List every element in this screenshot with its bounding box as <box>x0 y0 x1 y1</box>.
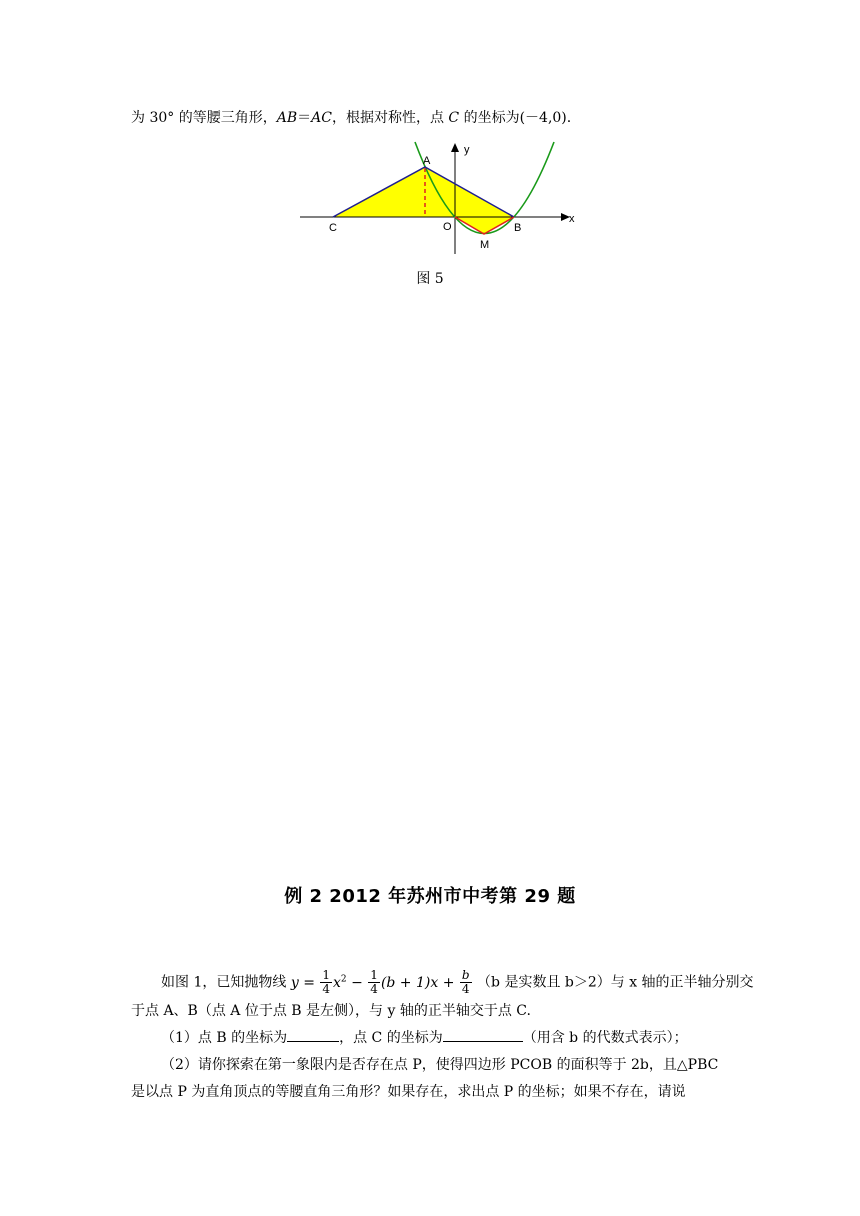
segment-ac: AC <box>311 110 332 126</box>
point-c-ref: C <box>448 110 460 126</box>
answer-blank-c[interactable] <box>443 1029 523 1042</box>
formula-x: x <box>333 974 341 991</box>
question-2-line1: （2）请你探索在第一象限内是否存在点 P，使得四边形 PCOB 的面积等于 2b，且△PBC <box>161 1057 719 1073</box>
label-a: A <box>423 155 431 167</box>
text-segment: 为 30° 的等腰三角形， <box>131 110 277 126</box>
label-x: x <box>569 213 575 225</box>
text-line-top <box>131 108 571 128</box>
fraction-denominator: 4 <box>322 982 331 997</box>
text-segment: ，点 C 的坐标为 <box>339 1030 443 1046</box>
parabola-formula <box>290 968 477 997</box>
label-y: y <box>464 144 470 156</box>
text-segment: （1）点 B 的坐标为 <box>161 1030 288 1046</box>
formula-exponent: 2 <box>340 974 347 984</box>
fraction-1-4 <box>320 969 332 996</box>
text-segment: 如图 1，已知抛物线 <box>161 974 287 991</box>
problem-intro-line2: 于点 A、B（点 A 位于点 B 是左侧），与 y 轴的正半轴交于点 C. <box>131 1003 531 1019</box>
problem-intro-line1 <box>161 969 754 996</box>
answer-blank-b[interactable] <box>287 1029 339 1042</box>
triangle-fill <box>333 167 514 217</box>
fraction-numerator: b <box>461 968 470 983</box>
formula-minus: − <box>351 974 363 991</box>
fraction-numerator: 1 <box>322 968 331 983</box>
question-1 <box>161 1028 688 1048</box>
segment-ab: AB <box>276 110 298 126</box>
text-segment: （用含 b 的代数式表示）； <box>522 1030 688 1046</box>
formula-y: y <box>290 974 299 991</box>
text-segment: ，根据对称性，点 <box>331 110 444 126</box>
label-c: C <box>329 222 337 234</box>
fraction-denominator: 4 <box>461 982 470 997</box>
fraction-numerator: 1 <box>370 968 378 983</box>
fraction-b-4 <box>460 969 472 996</box>
question-2-line2: 是以点 P 为直角顶点的等腰直角三角形？如果存在，求出点 P 的坐标；如果不存在，请说 <box>131 1084 686 1100</box>
y-axis-arrow <box>451 143 459 152</box>
figure-caption: 图 5 <box>416 271 444 287</box>
label-b: B <box>514 222 522 234</box>
text-segment: 的坐标为(－4,0). <box>463 110 572 126</box>
equals-sign: ＝ <box>297 110 312 126</box>
example-heading: 例 2 2012 年苏州市中考第 29 题 <box>284 886 576 907</box>
figure-5-diagram <box>298 140 582 260</box>
text-segment: （b 是实数且 b＞2）与 x 轴的正半轴分别交 <box>477 974 754 991</box>
label-m: M <box>480 239 490 251</box>
fraction-denominator: 4 <box>370 982 378 997</box>
formula-linear-term: (b + 1)x + <box>380 974 455 991</box>
label-o: O <box>443 221 452 233</box>
formula-equals: = <box>303 974 315 991</box>
fraction-1-4 <box>368 969 380 996</box>
